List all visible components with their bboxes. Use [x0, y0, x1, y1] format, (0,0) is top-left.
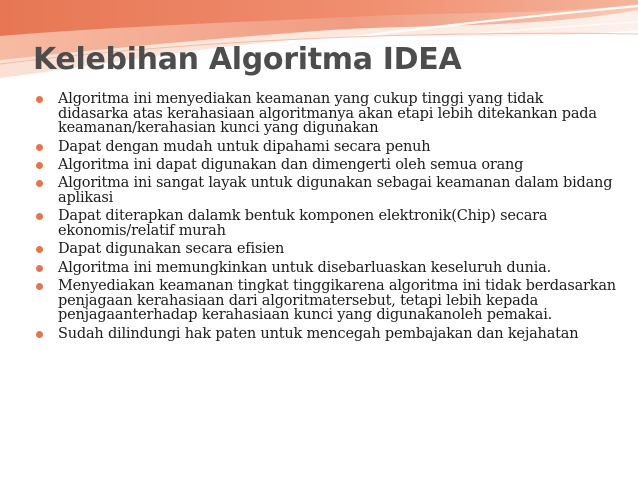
slide-title: Kelebihan Algoritma IDEA [33, 42, 462, 77]
bullet-icon [36, 331, 43, 338]
bullet-icon [36, 180, 43, 187]
bullet-text: Algoritma ini dapat digunakan dan dimengerti oleh semua orang [58, 156, 524, 173]
bullet-text: Algoritma ini menyediakan keamanan yang cukup tinggi yang tidak didasarka atas kerahasiaan algoritmanya akan etapi lebih ditekankan pada keamanan/kerahasian kunci yang digunakan [58, 91, 597, 137]
bullet-text: Algoritma ini memungkinkan untuk disebarluaskan keseluruh dunia. [58, 259, 552, 276]
bullet-icon [36, 283, 43, 290]
bullet-text: Sudah dilindungi hak paten untuk mencegah pembajakan dan kejahatan [58, 325, 579, 342]
bullet-icon [36, 213, 43, 220]
bullet-item [36, 176, 616, 205]
bullet-icon [36, 144, 43, 151]
bullet-item [36, 140, 616, 155]
bullet-item [36, 242, 616, 257]
bullet-text: Dapat diterapkan dalamk bentuk komponen elektronik(Chip) secara ekonomis/relatif murah [58, 208, 548, 239]
bullet-text: Menyediakan keamanan tingkat tinggikarena algoritma ini tidak berdasarkan penjagaan kerahasiaan dari algoritmatersebut, tetapi lebih kepada penjagaanterhadap kerahasiaan kunci yang digunakanoleh pemakai. [58, 278, 616, 324]
bullet-icon [36, 162, 43, 169]
bullet-list [36, 92, 616, 345]
bullet-icon [36, 265, 43, 272]
bullet-icon [36, 246, 43, 253]
bullet-item [36, 279, 616, 323]
bullet-item [36, 209, 616, 238]
bullet-item [36, 92, 616, 136]
bullet-text: Dapat dengan mudah untuk dipahami secara penuh [58, 138, 431, 155]
bullet-icon [36, 96, 43, 103]
bullet-text: Dapat digunakan secara efisien [58, 241, 285, 258]
bullet-item [36, 261, 616, 276]
bullet-item [36, 327, 616, 342]
bullet-text: Algoritma ini sangat layak untuk digunakan sebagai keamanan dalam bidang aplikasi [58, 175, 613, 206]
bullet-item [36, 158, 616, 173]
